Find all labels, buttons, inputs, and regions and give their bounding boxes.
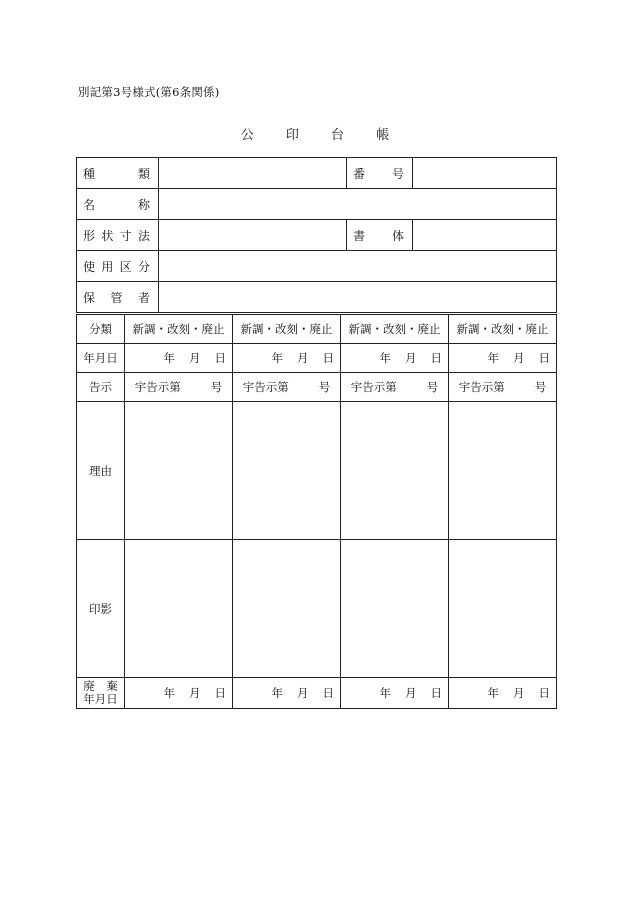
font-label	[353, 227, 412, 244]
year-text: 年	[163, 686, 175, 700]
notice-cell[interactable]	[125, 373, 233, 402]
label-char: 者	[137, 290, 150, 305]
label-char: 分	[137, 259, 150, 274]
usage-value-cell[interactable]	[159, 251, 557, 282]
row-usage	[77, 251, 557, 282]
month-text: 月	[513, 351, 525, 365]
reason-row	[77, 402, 557, 540]
custodian-label-cell	[77, 282, 159, 313]
notice-suffix: 号	[426, 380, 439, 394]
notice-prefix: 宇告示第	[350, 380, 397, 394]
month-text: 月	[189, 686, 201, 700]
label-char: 類	[137, 166, 150, 181]
category-cell[interactable]: 新調・改刻・廃止	[341, 315, 449, 344]
font-label-cell	[347, 220, 413, 251]
shape-value-cell[interactable]	[159, 220, 347, 251]
category-cell[interactable]: 新調・改刻・廃止	[125, 315, 233, 344]
year-text: 年	[379, 351, 391, 365]
form-reference: 別記第3号様式(第6条関係)	[78, 85, 220, 99]
name-label	[83, 196, 158, 213]
label-char: 形	[83, 228, 96, 243]
month-text: 月	[297, 351, 309, 365]
history-table	[76, 314, 557, 709]
disposal-date-cell[interactable]	[449, 678, 557, 709]
font-value-cell[interactable]	[413, 220, 557, 251]
disposal-date-cell[interactable]	[341, 678, 449, 709]
category-row	[77, 315, 557, 344]
notice-suffix: 号	[534, 380, 547, 394]
month-text: 月	[405, 686, 417, 700]
category-cell[interactable]: 新調・改刻・廃止	[449, 315, 557, 344]
custodian-label	[83, 289, 158, 306]
label-char: 体	[391, 228, 404, 243]
label-char: 番	[353, 166, 366, 181]
reason-cell[interactable]	[449, 402, 557, 540]
name-label-cell	[77, 189, 159, 220]
label-char: 書	[353, 228, 366, 243]
disposal-label-line2: 年月日	[83, 692, 118, 706]
shape-label-cell	[77, 220, 159, 251]
impression-cell[interactable]	[233, 540, 341, 678]
notice-label: 告示	[77, 373, 125, 402]
notice-row	[77, 373, 557, 402]
row-shape	[77, 220, 557, 251]
type-label-cell	[77, 158, 159, 189]
month-text: 月	[297, 686, 309, 700]
year-text: 年	[487, 351, 499, 365]
label-char: 称	[137, 197, 150, 212]
month-text: 月	[189, 351, 201, 365]
label-char: 種	[83, 166, 96, 181]
notice-cell[interactable]	[449, 373, 557, 402]
notice-cell[interactable]	[341, 373, 449, 402]
row-name	[77, 189, 557, 220]
date-label: 年月日	[77, 344, 125, 373]
disposal-label	[77, 678, 125, 709]
notice-suffix: 号	[318, 380, 331, 394]
day-text: 日	[322, 351, 334, 365]
date-row	[77, 344, 557, 373]
notice-prefix: 宇告示第	[134, 380, 181, 394]
label-char: 使	[83, 259, 96, 274]
label-char: 区	[119, 259, 132, 274]
number-label-cell	[347, 158, 413, 189]
day-text: 日	[430, 351, 442, 365]
reason-cell[interactable]	[233, 402, 341, 540]
seal-info-table	[76, 157, 557, 313]
impression-row	[77, 540, 557, 678]
year-text: 年	[271, 686, 283, 700]
notice-cell[interactable]	[233, 373, 341, 402]
reason-label: 理由	[77, 402, 125, 540]
custodian-value-cell[interactable]	[159, 282, 557, 313]
year-text: 年	[487, 686, 499, 700]
date-cell[interactable]	[125, 344, 233, 373]
day-text: 日	[538, 686, 550, 700]
reason-cell[interactable]	[341, 402, 449, 540]
year-text: 年	[379, 686, 391, 700]
label-char: 寸	[119, 228, 132, 243]
disposal-row	[77, 678, 557, 709]
label-char: 号	[391, 166, 404, 181]
day-text: 日	[214, 351, 226, 365]
type-label	[83, 165, 158, 182]
date-cell[interactable]	[233, 344, 341, 373]
month-text: 月	[405, 351, 417, 365]
number-value-cell[interactable]	[413, 158, 557, 189]
label-char: 状	[101, 228, 114, 243]
notice-prefix: 宇告示第	[458, 380, 505, 394]
day-text: 日	[538, 351, 550, 365]
impression-cell[interactable]	[449, 540, 557, 678]
label-char: 法	[137, 228, 150, 243]
usage-label	[83, 258, 158, 275]
year-text: 年	[271, 351, 283, 365]
impression-cell[interactable]	[125, 540, 233, 678]
notice-prefix: 宇告示第	[242, 380, 289, 394]
label-char: 名	[83, 197, 96, 212]
reason-cell[interactable]	[125, 402, 233, 540]
row-type	[77, 158, 557, 189]
type-value-cell[interactable]	[159, 158, 347, 189]
number-label	[353, 165, 412, 182]
year-text: 年	[163, 351, 175, 365]
row-custodian	[77, 282, 557, 313]
day-text: 日	[322, 686, 334, 700]
label-char: 用	[101, 259, 114, 274]
impression-cell[interactable]	[341, 540, 449, 678]
page-title: 公 印 台 帳	[240, 128, 390, 143]
category-label: 分類	[77, 315, 125, 344]
name-value-cell[interactable]	[159, 189, 557, 220]
label-char: 管	[110, 290, 123, 305]
impression-label: 印影	[77, 540, 125, 678]
usage-label-cell	[77, 251, 159, 282]
date-cell[interactable]	[449, 344, 557, 373]
shape-label	[83, 227, 158, 244]
notice-suffix: 号	[210, 380, 223, 394]
disposal-date-cell[interactable]	[233, 678, 341, 709]
date-cell[interactable]	[341, 344, 449, 373]
day-text: 日	[214, 686, 226, 700]
disposal-label-line1: 廃 棄	[83, 679, 118, 693]
month-text: 月	[513, 686, 525, 700]
category-cell[interactable]: 新調・改刻・廃止	[233, 315, 341, 344]
disposal-date-cell[interactable]	[125, 678, 233, 709]
day-text: 日	[430, 686, 442, 700]
label-char: 保	[83, 290, 96, 305]
